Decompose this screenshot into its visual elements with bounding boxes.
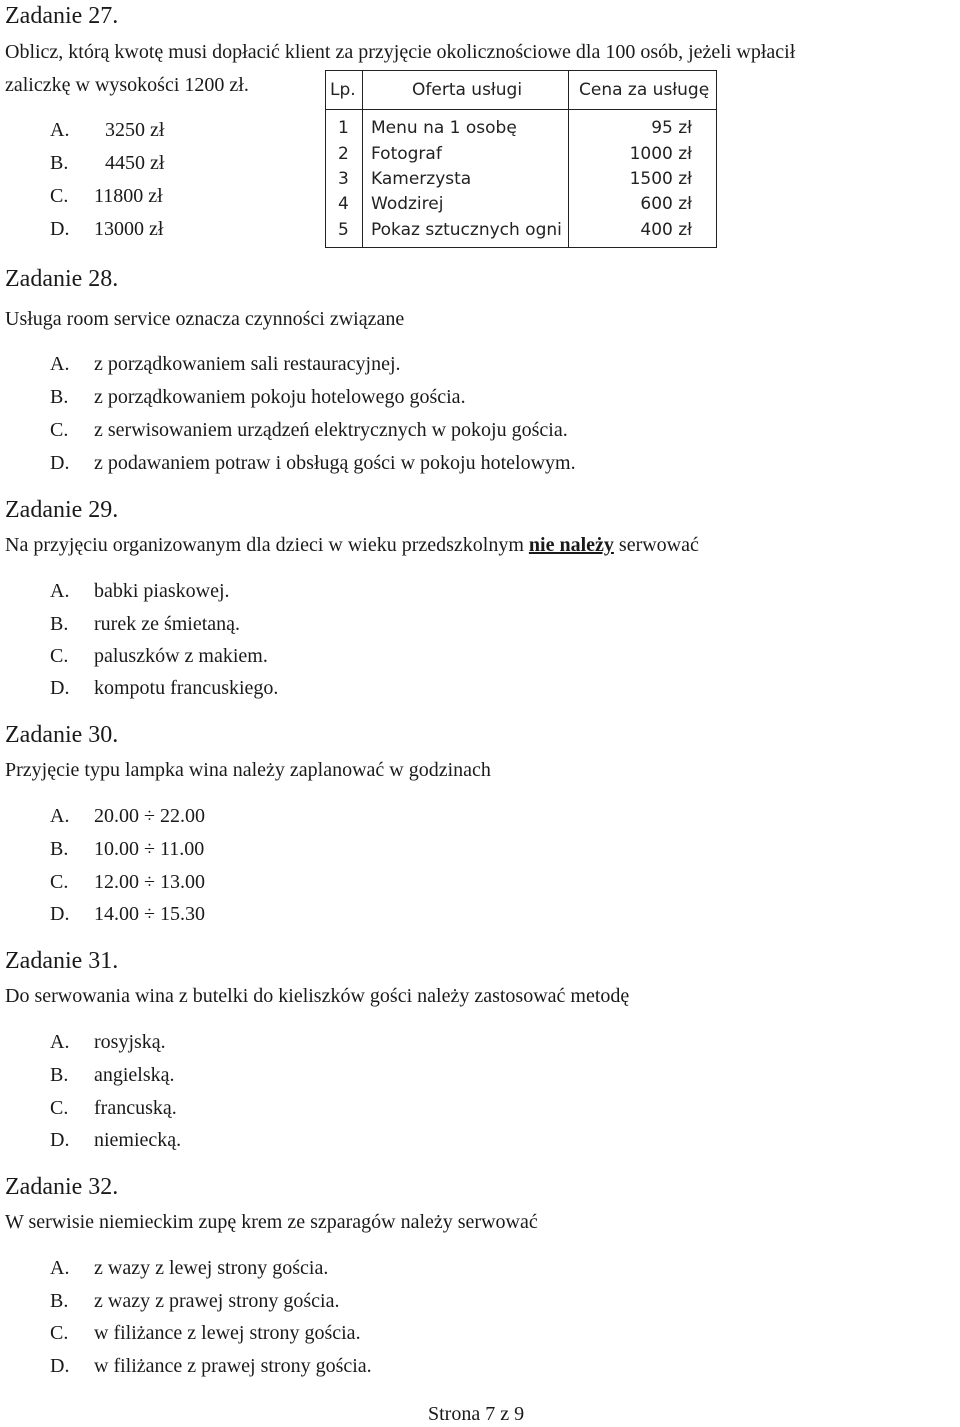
task-28-option-b: z porządkowaniem pokoju hotelowego gościa. [94, 386, 466, 408]
table-cell-lp: 5 [338, 220, 349, 240]
task-31-option-letter-c: C. [50, 1097, 69, 1119]
task-31-option-letter-a: A. [50, 1031, 70, 1053]
table-cell-lp: 4 [338, 194, 349, 214]
task-29-option-letter-a: A. [50, 580, 70, 602]
task-30-title: Zadanie 30. [5, 722, 119, 748]
table-cell-offer: Fotograf [371, 144, 442, 164]
task-31-option-letter-b: B. [50, 1064, 69, 1086]
task-32-option-letter-c: C. [50, 1322, 69, 1344]
task-30-option-d: 14.00 ÷ 15.30 [94, 903, 205, 925]
table-cell-price: 400 zł [640, 220, 692, 240]
task-29-option-c: paluszków z makiem. [94, 645, 268, 667]
task-32-option-letter-a: A. [50, 1257, 70, 1279]
table-header-offer: Oferta usługi [412, 80, 523, 100]
task-30-option-c: 12.00 ÷ 13.00 [94, 871, 205, 893]
table-cell-offer: Pokaz sztucznych ogni [371, 220, 562, 240]
task-27-text-line2: zaliczkę w wysokości 1200 zł. [5, 74, 249, 96]
task-30-option-letter-d: D. [50, 903, 70, 925]
task-27-option-letter-b: B. [50, 152, 69, 174]
task-28-option-c: z serwisowaniem urządzeń elektrycznych w pokoju gościa. [94, 419, 568, 441]
task-29-question [5, 534, 699, 557]
task-29-title: Zadanie 29. [5, 497, 119, 523]
table-divider [568, 71, 569, 247]
task-29-option-d: kompotu francuskiego. [94, 677, 279, 699]
task-28-question: Usługa room service oznacza czynności związane [5, 308, 405, 330]
task-29-option-a: babki piaskowej. [94, 580, 230, 602]
task-28-option-letter-d: D. [50, 452, 70, 474]
table-cell-lp: 3 [338, 169, 349, 189]
task-29-option-letter-b: B. [50, 613, 69, 635]
task-27-option-c: 11800 zł [94, 185, 163, 207]
task-32-option-b: z wazy z prawej strony gościa. [94, 1290, 340, 1312]
table-cell-price: 1000 zł [629, 144, 692, 164]
table-divider [362, 71, 363, 247]
task-28-option-a: z porządkowaniem sali restauracyjnej. [94, 353, 401, 375]
task-30-question: Przyjęcie typu lampka wina należy zaplanować w godzinach [5, 759, 491, 781]
task-32-option-a: z wazy z lewej strony gościa. [94, 1257, 329, 1279]
page-number: Strona 7 z 9 [428, 1403, 525, 1425]
task-32-option-letter-b: B. [50, 1290, 69, 1312]
task-27-option-b: 4450 zł [105, 152, 165, 174]
table-cell-price: 1500 zł [629, 169, 692, 189]
task-30-option-b: 10.00 ÷ 11.00 [94, 838, 205, 860]
table-cell-price: 600 zł [640, 194, 692, 214]
task-32-option-letter-d: D. [50, 1355, 70, 1377]
task-29-option-letter-d: D. [50, 677, 70, 699]
task-27-option-d: 13000 zł [94, 218, 164, 240]
task-30-option-a: 20.00 ÷ 22.00 [94, 805, 205, 827]
task-28-title: Zadanie 28. [5, 266, 119, 292]
offer-table [325, 70, 717, 248]
task-30-option-letter-c: C. [50, 871, 69, 893]
table-cell-lp: 1 [338, 118, 349, 138]
task-30-option-letter-a: A. [50, 805, 70, 827]
task-27-option-letter-c: C. [50, 185, 69, 207]
task-29-option-letter-c: C. [50, 645, 69, 667]
task-29-question-emphasis: nie należy [528, 534, 614, 556]
task-32-title: Zadanie 32. [5, 1174, 119, 1200]
task-27-option-letter-d: D. [50, 218, 70, 240]
table-cell-offer: Kamerzysta [371, 169, 472, 189]
table-header-lp: Lp. [330, 80, 356, 100]
task-28-option-letter-c: C. [50, 419, 69, 441]
table-cell-price: 95 zł [651, 118, 692, 138]
task-31-title: Zadanie 31. [5, 948, 119, 974]
task-31-question: Do serwowania wina z butelki do kieliszków gości należy zastosować metodę [5, 985, 630, 1007]
task-32-question: W serwisie niemieckim zupę krem ze szparagów należy serwować [5, 1211, 538, 1233]
task-29-option-b: rurek ze śmietaną. [94, 613, 241, 635]
task-28-option-letter-a: A. [50, 353, 70, 375]
task-27-option-letter-a: A. [50, 119, 70, 141]
task-28-option-d: z podawaniem potraw i obsługą gości w pokoju hotelowym. [94, 452, 576, 474]
task-32-option-c: w filiżance z lewej strony gościa. [94, 1322, 361, 1344]
task-31-option-a: rosyjską. [94, 1031, 166, 1053]
table-cell-offer: Wodzirej [371, 194, 444, 214]
task-28-option-letter-b: B. [50, 386, 69, 408]
task-31-option-c: francuską. [94, 1097, 177, 1119]
task-32-option-d: w filiżance z prawej strony gościa. [94, 1355, 372, 1377]
task-30-option-letter-b: B. [50, 838, 69, 860]
table-cell-lp: 2 [338, 144, 349, 164]
table-header-price: Cena za usługę [579, 80, 710, 100]
task-31-option-letter-d: D. [50, 1129, 70, 1151]
table-divider [326, 109, 716, 110]
task-29-question-post: serwować [613, 534, 699, 556]
task-27-title: Zadanie 27. [5, 3, 119, 29]
task-27-option-a: 3250 zł [105, 119, 165, 141]
table-cell-offer: Menu na 1 osobę [371, 118, 517, 138]
task-31-option-b: angielską. [94, 1064, 175, 1086]
task-27-text-line1: Oblicz, którą kwotę musi dopłacić klient za przyjęcie okolicznościowe dla 100 osób, jeżeli wpłacił [5, 41, 796, 63]
task-31-option-d: niemiecką. [94, 1129, 182, 1151]
task-29-question-pre: Na przyjęciu organizowanym dla dzieci w wieku przedszkolnym [5, 534, 529, 556]
